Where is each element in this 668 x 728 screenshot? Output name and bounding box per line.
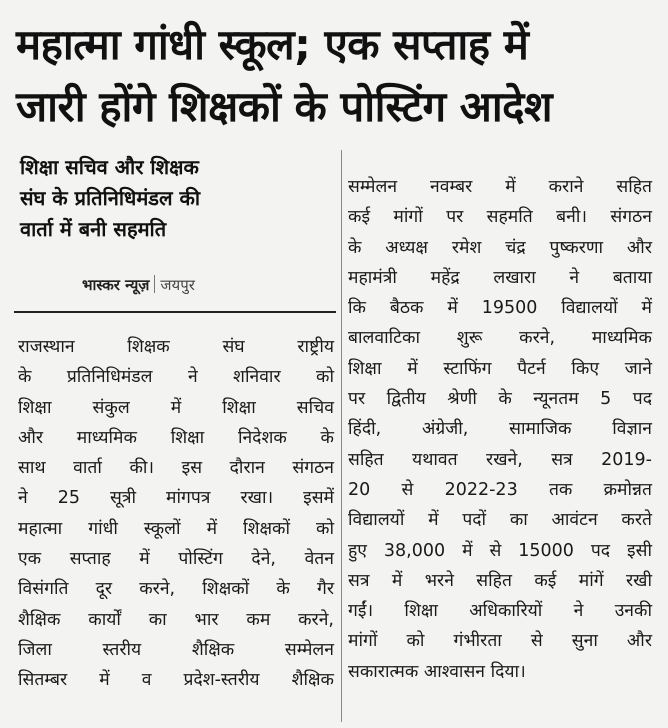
body-line: हिंदी, अंग्रेजी, सामाजिक विज्ञान [348, 419, 652, 440]
body-line: के प्रतिनिधिमंडल ने शनिवार को [18, 367, 334, 388]
headline-line: जारी होंगे शिक्षकों के पोस्टिंग आदेश [16, 82, 553, 131]
subheadline-line: वार्ता में बनी सहमति [20, 217, 167, 241]
body-line: और माध्यमिक शिक्षा निदेशक के [18, 427, 334, 448]
body-line: शैक्षिक कार्यों का भार कम करने, [18, 609, 334, 630]
body-line: सम्मेलन नवम्बर में कराने सहित [348, 177, 652, 197]
body-line: शिक्षा संकुल में शिक्षा सचिव [18, 397, 334, 418]
byline-city: जयपुर [160, 276, 195, 294]
body-line: शिक्षा में स्टाफिंग पैटर्न किए जाने [348, 358, 652, 379]
body-line: साथ वार्ता की। इस दौरान संगठन [18, 458, 334, 479]
body-line: सहित यथावत रखने, सत्र 2019- [348, 449, 652, 470]
body-line: कि बैठक में 19500 विद्यालयों में [348, 298, 652, 319]
body-line: सकारात्मक आश्वासन दिया। [348, 661, 526, 682]
body-line: विद्यालयों में पदों का आवंटन करते [348, 510, 652, 531]
body-line: गईं। शिक्षा अधिकारियों ने उनकी [348, 601, 652, 622]
byline-agency: भास्कर न्यूज़ [82, 276, 150, 294]
section-divider [14, 311, 336, 313]
body-line: जिला स्तरीय शैक्षिक सम्मेलन [18, 639, 334, 660]
body-line: महात्मा गांधी स्कूलों में शिक्षकों को [18, 518, 334, 539]
body-line: ने 25 सूत्री मांगपत्र रखा। इसमें [18, 488, 334, 509]
byline-divider [154, 275, 155, 293]
subheadline [20, 152, 340, 245]
body-line: राजस्थान शिक्षक संघ राष्ट्रीय [18, 337, 334, 357]
body-line: के अध्यक्ष रमेश चंद्र पुष्करणा और [348, 237, 652, 258]
body-line: विसंगति दूर करने, शिक्षकों के गैर [18, 579, 334, 600]
body-line: सितम्बर में व प्रदेश-स्तरीय शैक्षिक [18, 670, 334, 691]
subheadline-line: शिक्षा सचिव और शिक्षक [20, 155, 199, 179]
subheadline-line: संघ के प्रतिनिधिमंडल की [20, 186, 201, 210]
body-line: एक सप्ताह में पोस्टिंग देने, वेतन [18, 549, 334, 570]
body-line: 20 से 2022-23 तक क्रमोन्नत [348, 479, 652, 500]
headline-line: महात्मा गांधी स्कूल; एक सप्ताह में [16, 20, 529, 69]
body-line: महामंत्री महेंद्र लखारा ने बताया [348, 267, 652, 288]
headline [16, 14, 656, 138]
body-line: कई मांगों पर सहमति बनी। संगठन [348, 207, 652, 228]
body-line: मांगों को गंभीरता से सुना और [348, 631, 652, 652]
left-column [18, 332, 334, 696]
body-line: सत्र में भरने सहित कई मांगें रखी [348, 570, 652, 591]
body-line: हुए 38,000 में से 15000 पद इसी [348, 540, 652, 561]
right-column [348, 172, 652, 687]
byline [82, 274, 342, 296]
body-line: पर द्वितीय श्रेणी के न्यूनतम 5 पद [348, 389, 652, 410]
column-divider [341, 150, 342, 722]
body-line: बालवाटिका शुरू करने, माध्यमिक [348, 328, 652, 349]
